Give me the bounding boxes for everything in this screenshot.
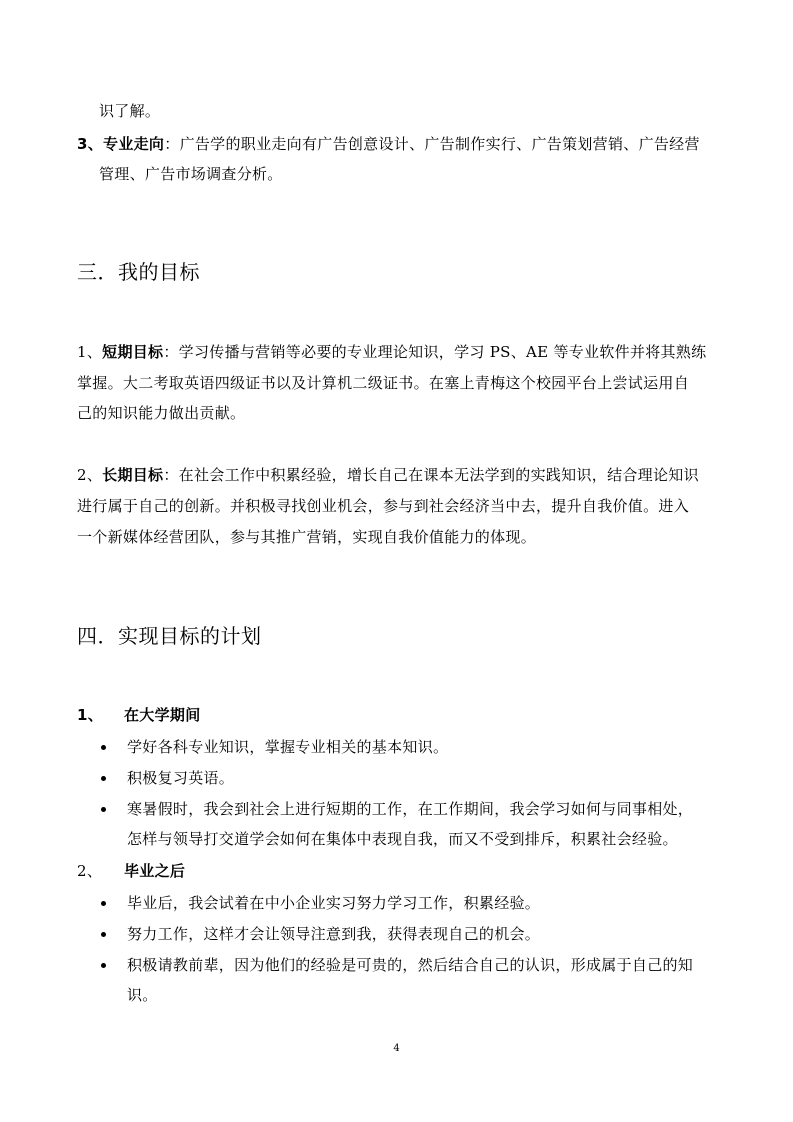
bullet-dot — [101, 963, 106, 968]
short-goal — [77, 342, 706, 362]
short-goal-line2: 掌握。大二考取英语四级证书以及计算机二级证书。在塞上青梅这个校园平台上尝试运用自 — [77, 374, 690, 392]
long-goal-line1: 在社会工作中积累经验，增长自己在课本无法学到的实践知识，结合理论知识 — [178, 466, 699, 484]
long-goal-line3: 一个新媒体经营团队，参与其推广营销，实现自我价值能力的体现。 — [77, 528, 537, 546]
university-number: 1、 — [77, 706, 104, 724]
university-bullet-3-line2: 怎样与领导打交道学会如何在集体中表现自我，而又不受到排斥，积累社会经验。 — [127, 830, 678, 848]
bullet-dot — [101, 807, 106, 812]
short-goal-line3: 己的知识能力做出贡献。 — [77, 404, 246, 422]
section3-title: 三．我的目标 — [77, 260, 200, 284]
short-goal-number: 1、 — [77, 343, 103, 361]
graduation-bullet-1: 毕业后，我会试着在中小企业实习努力学习工作，积累经验。 — [127, 894, 541, 912]
page-number: 4 — [393, 1043, 400, 1054]
bullet-dot — [101, 745, 106, 750]
graduation-label: 毕业之后 — [124, 862, 186, 880]
short-goal-label: 短期目标 — [102, 343, 164, 361]
direction-line1: 广告学的职业走向有广告创意设计、广告制作实行、广告策划营销、广告经营 — [179, 135, 700, 153]
direction-colon: ： — [164, 135, 180, 153]
bullet-dot — [101, 932, 106, 937]
long-goal-line2: 进行属于自己的创新。并积极寻找创业机会，参与到社会经济当中去，提升自我价值。进入 — [77, 497, 690, 515]
graduation-bullet-3-line2: 识。 — [127, 986, 158, 1004]
long-goal-colon: ： — [163, 466, 179, 484]
short-goal-colon: ： — [163, 343, 179, 361]
graduation-bullet-3: 积极请教前辈，因为他们的经验是可贵的，然后结合自己的认识，形成属于自己的知 — [127, 956, 694, 974]
bullet-dot — [101, 776, 106, 781]
university-bullet-3: 寒暑假时，我会到社会上进行短期的工作，在工作期间，我会学习如何与同事相处， — [127, 800, 694, 818]
short-goal-line1: 学习传播与营销等必要的专业理论知识，学习 PS、AE 等专业软件并将其熟练 — [178, 343, 707, 361]
university-label: 在大学期间 — [124, 706, 201, 724]
direction-line2: 管理、广告市场调查分析。 — [99, 165, 283, 183]
direction-item — [77, 134, 700, 154]
continuation-text: 识了解。 — [99, 102, 161, 120]
long-goal-number: 2、 — [77, 466, 103, 484]
university-bullet-1: 学好各科专业知识，掌握专业相关的基本知识。 — [127, 738, 449, 756]
university-bullet-2: 积极复习英语。 — [127, 769, 235, 787]
graduation-bullet-2: 努力工作，这样才会让领导注意到我，获得表现自己的机会。 — [127, 925, 541, 943]
section4-title: 四．实现目标的计划 — [77, 624, 262, 648]
bullet-dot — [101, 901, 106, 906]
graduation-number: 2、 — [77, 862, 103, 880]
direction-label: 3、专业走向 — [77, 135, 165, 153]
long-goal — [77, 465, 699, 485]
long-goal-label: 长期目标 — [102, 466, 164, 484]
